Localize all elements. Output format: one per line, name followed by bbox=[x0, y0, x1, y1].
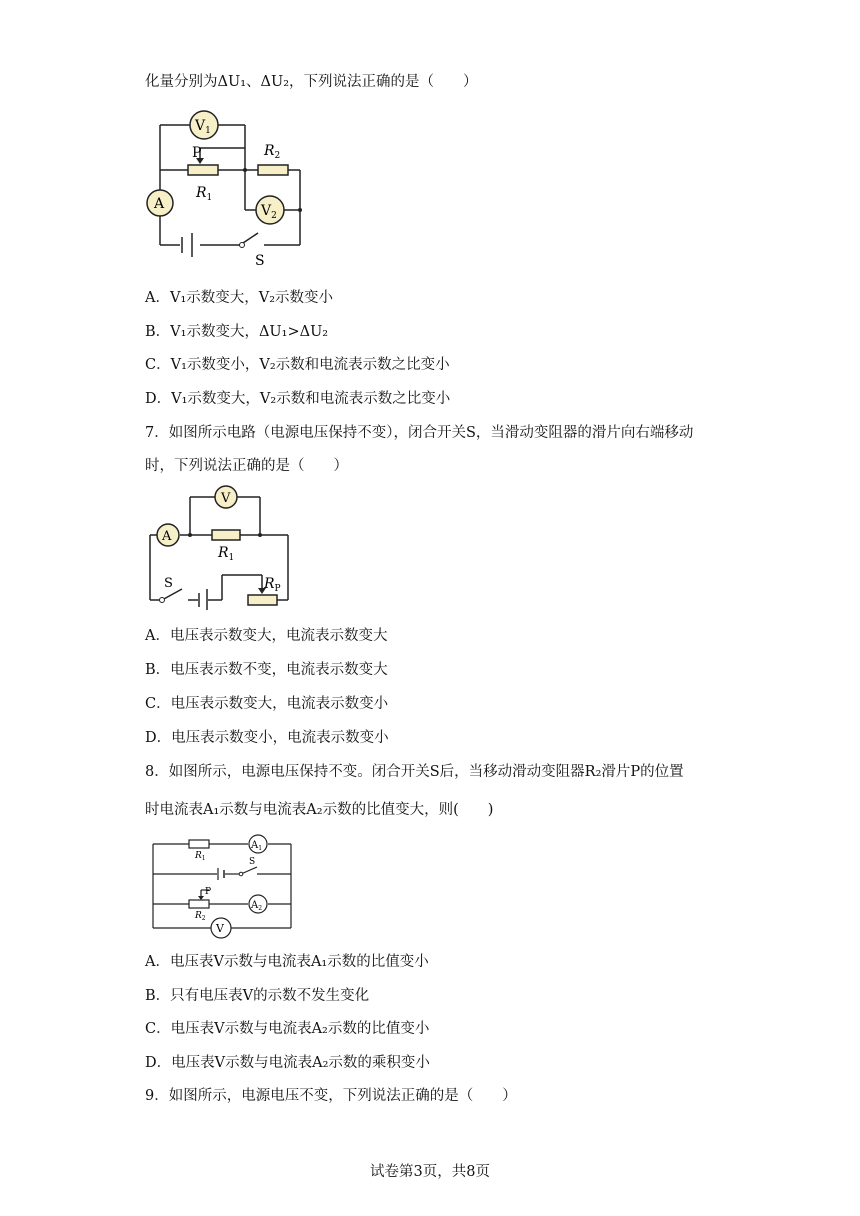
q7-option-d: D．电压表示数变小，电流表示数变小 bbox=[145, 730, 389, 746]
svg-text:V: V bbox=[216, 922, 224, 935]
svg-text:R1: $R_1$ bbox=[196, 185, 213, 203]
svg-text:A: A bbox=[154, 196, 165, 212]
svg-text:R2: $R_2$ bbox=[264, 143, 281, 161]
svg-text:V1: $V_1$ bbox=[195, 118, 211, 136]
svg-text:S: S bbox=[255, 253, 265, 269]
q8-option-a: A．电压表V示数与电流表A₁示数的比值变小 bbox=[145, 954, 429, 970]
q8-option-b: B．只有电压表V的示数不发生变化 bbox=[145, 988, 370, 1004]
q6-stem-tail: 化量分别为ΔU₁、ΔU₂，下列说法正确的是（ ） bbox=[145, 74, 478, 90]
q7-option-c: C．电压表示数变大，电流表示数变小 bbox=[145, 696, 389, 712]
svg-text:V: V bbox=[221, 491, 231, 506]
q8-option-c: C．电压表V示数与电流表A₂示数的比值变小 bbox=[145, 1021, 430, 1037]
svg-text:R1: $R_1$ bbox=[195, 851, 206, 862]
q7-stem-line1: 7．如图所示电路（电源电压保持不变），闭合开关S，当滑动变阻器的滑片向右端移动 bbox=[145, 425, 694, 441]
q7-stem-line2: 时，下列说法正确的是（ ） bbox=[145, 458, 348, 474]
q8-stem-line2: 时电流表A₁示数与电流表A₂示数的比值变大，则( ) bbox=[145, 802, 494, 818]
svg-text:R2: $R_2$ bbox=[195, 911, 206, 922]
svg-text:A: A bbox=[162, 529, 172, 544]
svg-text:RP: $R_P$ bbox=[264, 576, 281, 594]
svg-text:S: S bbox=[249, 857, 256, 867]
q6-option-b: B．V₁示数变大，ΔU₁>ΔU₂ bbox=[145, 324, 329, 340]
q8-option-d: D．电压表V示数与电流表A₂示数的乘积变小 bbox=[145, 1055, 430, 1071]
q8-circuit-figure bbox=[145, 830, 300, 942]
q6-circuit-figure bbox=[140, 105, 315, 270]
svg-text:P: P bbox=[192, 145, 202, 161]
q8-stem-line1: 8．如图所示，电源电压保持不变。闭合开关S后，当移动滑动变阻器R₂滑片P的位置 bbox=[145, 764, 684, 780]
svg-text:S: S bbox=[164, 576, 173, 591]
q9-stem: 9．如图所示，电源电压不变，下列说法正确的是（ ） bbox=[145, 1088, 517, 1104]
svg-text:A2: $A_2$ bbox=[251, 900, 263, 912]
q7-option-a: A．电压表示数变大，电流表示数变大 bbox=[145, 628, 388, 644]
svg-text:P: P bbox=[205, 887, 212, 897]
q7-circuit-figure bbox=[140, 485, 300, 610]
q7-option-b: B．电压表示数不变，电流表示数变大 bbox=[145, 662, 388, 678]
q6-option-a: A．V₁示数变大，V₂示数变小 bbox=[145, 290, 334, 306]
svg-text:R1: $R_1$ bbox=[218, 545, 235, 563]
page-footer: 试卷第3页，共8页 bbox=[370, 1164, 490, 1180]
q6-option-d: D．V₁示数变大，V₂示数和电流表示数之比变小 bbox=[145, 391, 451, 407]
q6-option-c: C．V₁示数变小，V₂示数和电流表示数之比变小 bbox=[145, 357, 450, 373]
svg-text:A1: $A_1$ bbox=[251, 840, 263, 852]
svg-text:V2: $V_2$ bbox=[261, 203, 277, 221]
